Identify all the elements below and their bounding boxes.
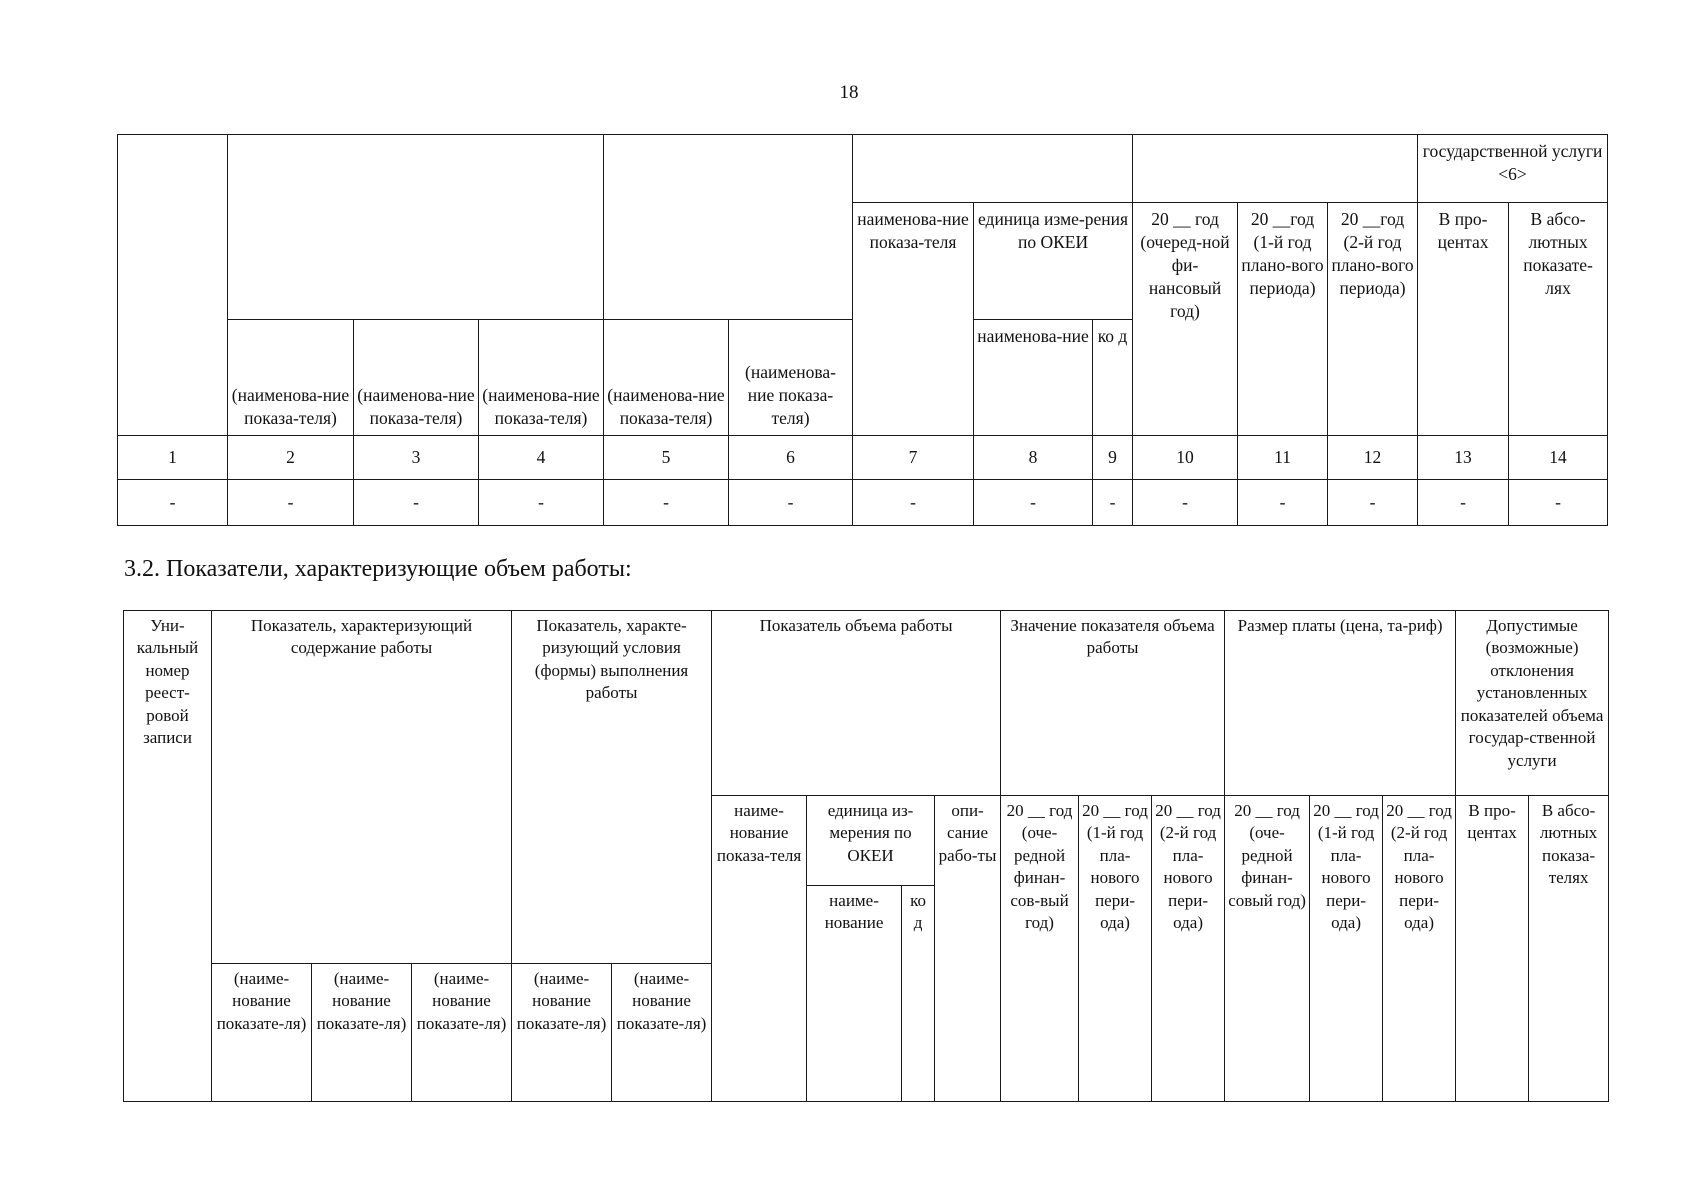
t1-cell: - <box>1328 480 1418 526</box>
t1-cell: - <box>604 480 729 526</box>
t2-fee-year-current: 20 __ год (оче-редной финан-совый год) <box>1225 796 1310 1102</box>
t1-cell: - <box>479 480 604 526</box>
t1-colnum: 4 <box>479 436 604 480</box>
t1-colnum: 7 <box>853 436 974 480</box>
t2-volume-value: Значение показателя объема работы <box>1001 611 1225 796</box>
t1-cell: - <box>354 480 479 526</box>
t1-percent: В про-центах <box>1418 203 1509 436</box>
t2-work-description: опи-сание рабо-ты <box>935 796 1001 1102</box>
t1-content-ind-1: (наименова-ние показа-теля) <box>228 320 354 436</box>
t2-vol-year-plan1: 20 __ год (1-й год пла-нового пери-ода) <box>1079 796 1152 1102</box>
t1-okei-name: наименова-ние <box>974 320 1093 436</box>
t2-fee-year-plan2: 20 __ год (2-й год пла-нового пери-ода) <box>1383 796 1456 1102</box>
t1-cell: - <box>1238 480 1328 526</box>
t2-vol-year-plan2: 20 __ год (2-й год пла-нового пери-ода) <box>1152 796 1225 1102</box>
quality-indicators-table <box>117 134 1608 526</box>
t1-colnum: 14 <box>1509 436 1608 480</box>
t1-cell: - <box>1509 480 1608 526</box>
t1-cell: - <box>118 480 228 526</box>
t2-okei-name: наиме-нование <box>807 886 902 1102</box>
t1-okei-unit-label: единица изме-рения по ОКЕИ <box>978 209 1129 253</box>
t2-content-ind-2: (наиме-нование показате-ля) <box>312 964 412 1102</box>
t1-column-numbers-row <box>118 436 1608 480</box>
t2-fee-year-plan1: 20 __ год (1-й год пла-нового пери-ода) <box>1310 796 1383 1102</box>
t1-col1-header <box>118 135 228 436</box>
t1-condition-ind-2: (наименова-ние показа-теля) <box>729 320 853 436</box>
t1-okei-unit <box>974 203 1133 320</box>
t1-condition-ind-1: (наименова-ние показа-теля) <box>604 320 729 436</box>
t2-vol-year-current: 20 __ год (оче-редной финан-сов-вый год) <box>1001 796 1079 1102</box>
t1-cell: - <box>1093 480 1133 526</box>
t2-condition-indicator: Показатель, характе-ризующий условия (формы) выполнения работы <box>512 611 712 964</box>
t1-condition-header <box>604 135 853 320</box>
t2-absolute: В абсо-лютных показа-телях <box>1529 796 1609 1102</box>
t1-colnum: 8 <box>974 436 1093 480</box>
t1-colnum: 1 <box>118 436 228 480</box>
t1-year-current: 20 __ год (очеред-ной фи-нансовый год) <box>1133 203 1238 436</box>
t2-indicator-name: наиме-нование показа-теля <box>712 796 807 1102</box>
t1-cell: - <box>853 480 974 526</box>
t2-percent: В про-центах <box>1456 796 1529 1102</box>
t1-colnum: 13 <box>1418 436 1509 480</box>
t1-colnum: 10 <box>1133 436 1238 480</box>
t2-unique-number: Уни-кальный номер реест-ровой записи <box>124 611 212 1102</box>
t1-cell: - <box>729 480 853 526</box>
t2-volume-indicator: Показатель объема работы <box>712 611 1001 796</box>
t1-colnum: 5 <box>604 436 729 480</box>
t2-okei-code: ко д <box>902 886 935 1102</box>
t1-cell: - <box>1418 480 1509 526</box>
t1-content-header <box>228 135 604 320</box>
page-number: 18 <box>839 82 859 103</box>
t1-colnum: 2 <box>228 436 354 480</box>
t1-data-row <box>118 480 1608 526</box>
t1-okei-code: ко д <box>1093 320 1133 436</box>
t1-colnum: 6 <box>729 436 853 480</box>
t1-indicator-name: наименова-ние показа-теля <box>853 203 974 436</box>
t1-cell: - <box>1133 480 1238 526</box>
t1-content-ind-3: (наименова-ние показа-теля) <box>479 320 604 436</box>
t1-cell: - <box>974 480 1093 526</box>
t1-year-plan2: 20 __год (2-й год плано-вого периода) <box>1328 203 1418 436</box>
t2-condition-ind-1: (наиме-нование показате-ля) <box>512 964 612 1102</box>
t1-colnum: 12 <box>1328 436 1418 480</box>
t1-colnum: 9 <box>1093 436 1133 480</box>
t2-allowed-deviations: Допустимые (возможные) отклонения установленных показателей объема государ-ственной услуги <box>1456 611 1609 796</box>
t2-condition-ind-2: (наиме-нование показате-ля) <box>612 964 712 1102</box>
section-heading: 3.2. Показатели, характеризующие объем работы: <box>124 556 632 582</box>
t2-content-ind-3: (наиме-нование показате-ля) <box>412 964 512 1102</box>
t1-deviation-header: государственной услуги <6> <box>1418 135 1608 203</box>
t2-content-indicator: Показатель, характеризующий содержание работы <box>212 611 512 964</box>
t1-content-ind-2: (наименова-ние показа-теля) <box>354 320 479 436</box>
t1-colnum: 3 <box>354 436 479 480</box>
t1-value-header <box>1133 135 1418 203</box>
work-volume-table <box>123 610 1609 1102</box>
t2-content-ind-1: (наиме-нование показате-ля) <box>212 964 312 1102</box>
t1-absolute: В абсо-лютных показате-лях <box>1509 203 1608 436</box>
t2-fee-size: Размер платы (цена, та-риф) <box>1225 611 1456 796</box>
t2-okei-unit: единица из-мерения по ОКЕИ <box>807 796 935 886</box>
t1-quality-indicator-header <box>853 135 1133 203</box>
t1-year-plan1: 20 __год (1-й год плано-вого периода) <box>1238 203 1328 436</box>
t1-colnum: 11 <box>1238 436 1328 480</box>
t1-cell: - <box>228 480 354 526</box>
